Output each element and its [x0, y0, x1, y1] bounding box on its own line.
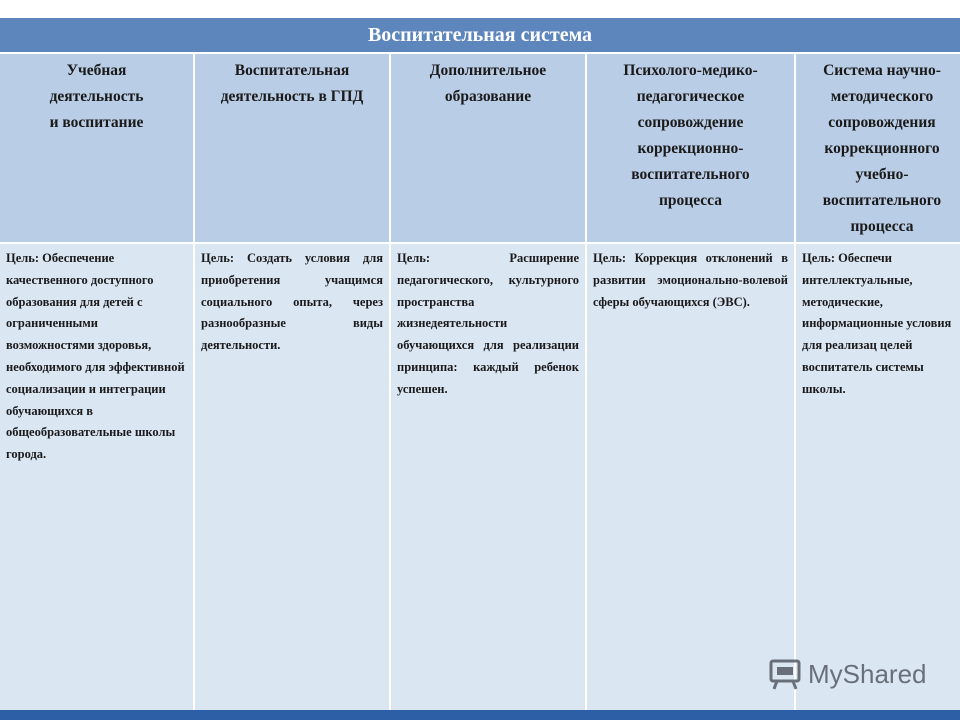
education-system-table	[0, 54, 960, 710]
column-additional-education	[391, 54, 585, 710]
column-methodical-support	[796, 54, 960, 710]
column-goal: Цель: Обеспечи интеллектуальные, методические, информационные условия для реализац целей воспитатель системы школы.	[796, 244, 960, 710]
column-header: Воспитательная деятельность в ГПД	[195, 54, 389, 242]
watermark-text: MyShared	[808, 658, 927, 689]
column-goal: Цель: Коррекция отклонений в развитии эмоционально-волевой сферы обучающихся (ЭВС).	[587, 244, 794, 710]
column-goal: Цель: Обеспечение качественного доступного образования для детей с ограниченными возможностями здоровья, необходимого для эффективной социализации и интеграции обучающихся в общеобразовательные школы города.	[0, 244, 193, 710]
myshared-watermark	[768, 656, 927, 692]
column-psych-support	[587, 54, 794, 710]
column-educational-activity	[0, 54, 193, 710]
column-header: Психолого-медико- педагогическое сопровождение коррекционно- воспитательного процесса	[587, 54, 794, 242]
column-header: Система научно- методического сопровождения коррекционного учебно- воспитательного процесса	[796, 54, 960, 242]
column-goal: Цель: Расширение педагогического, культурного пространства жизнедеятельности обучающихся для реализации принципа: каждый ребенок успешен.	[391, 244, 585, 710]
page-title: Воспитательная система	[0, 18, 960, 52]
column-goal: Цель: Создать условия для приобретения учащимся социального опыта, через разнообразные виды деятельности.	[195, 244, 389, 710]
bottom-bar	[0, 710, 960, 720]
presentation-board-icon	[768, 657, 802, 691]
column-header: Учебная деятельность и воспитание	[0, 54, 193, 242]
column-gpd-activity	[195, 54, 389, 710]
column-header: Дополнительное образование	[391, 54, 585, 242]
